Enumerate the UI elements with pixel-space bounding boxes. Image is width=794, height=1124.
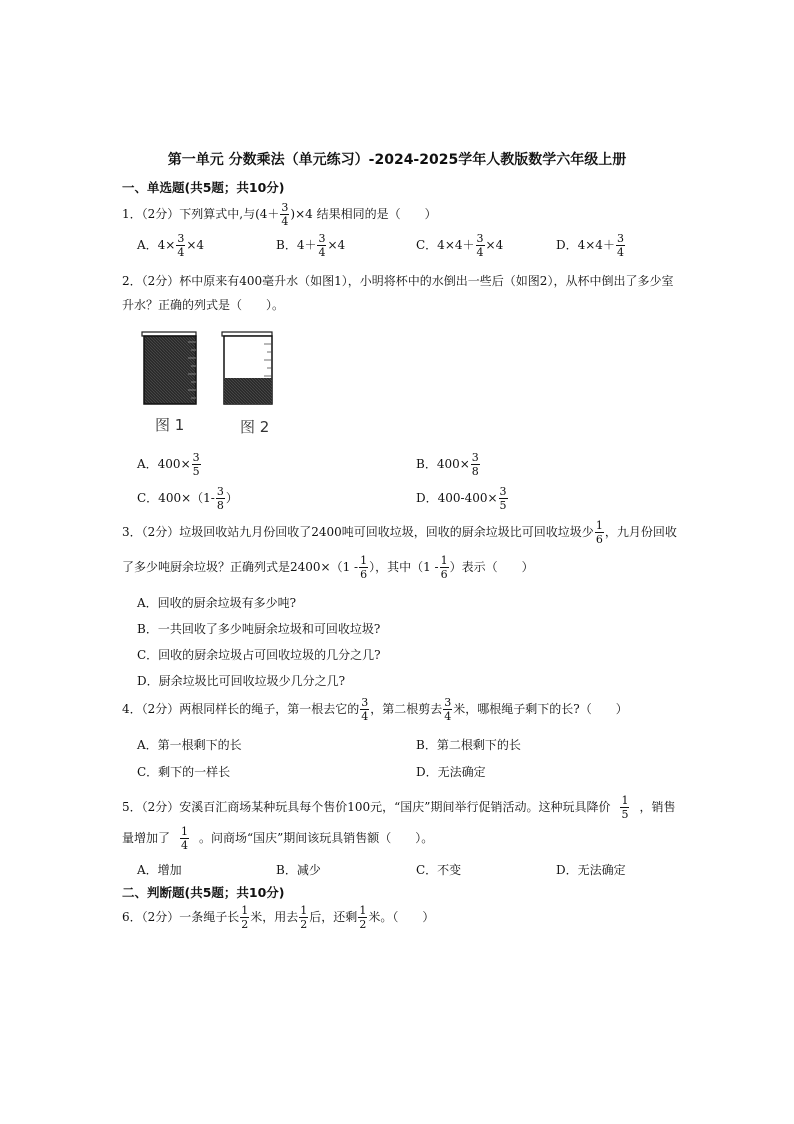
fraction	[499, 486, 508, 511]
numerator: 1	[440, 554, 448, 567]
fraction	[299, 905, 308, 930]
question-3-option-c[interactable]: C．回收的厨余垃圾占可回收垃圾的几分之几?	[137, 648, 381, 662]
question-3-option-b[interactable]: B．一共回收了多少吨厨余垃圾和可回收垃圾?	[137, 622, 381, 636]
denominator: 4	[476, 246, 484, 259]
question-4-option-b[interactable]: B．第二根剩下的长	[416, 738, 521, 752]
numerator: 3	[216, 485, 224, 498]
question-1-option-c[interactable]	[416, 233, 503, 258]
numerator: 1	[300, 904, 308, 917]
numerator: 3	[192, 451, 200, 464]
section-header-true-false: 二、判断题(共5题；共10分)	[122, 885, 285, 900]
fraction	[280, 202, 289, 227]
beaker-2	[222, 332, 272, 404]
fraction	[443, 697, 452, 722]
text: 6．（2分）一条绳子长	[122, 910, 240, 924]
text: ，九月份回收	[604, 525, 677, 539]
question-2-option-a[interactable]	[137, 452, 202, 477]
question-4-option-a[interactable]: A．第一根剩下的长	[137, 738, 242, 752]
denominator: 2	[300, 918, 308, 931]
fraction	[476, 233, 485, 258]
text: ×4	[186, 238, 205, 252]
fraction	[317, 233, 326, 258]
denominator: 5	[621, 808, 629, 821]
numerator: 1	[359, 904, 367, 917]
text: 米，用去	[250, 910, 299, 924]
text: ，销售	[639, 800, 676, 814]
question-1-option-a[interactable]	[137, 233, 204, 258]
denominator: 8	[471, 465, 479, 478]
question-2-option-c[interactable]	[137, 486, 238, 511]
denominator: 8	[216, 499, 224, 512]
text: 5．（2分）安溪百汇商场某种玩具每个售价100元，“国庆”期间举行促销活动。这种玩具降价	[122, 800, 611, 814]
text: B．400×	[416, 457, 470, 471]
denominator: 6	[360, 568, 368, 581]
denominator: 5	[499, 499, 507, 512]
question-5-option-b[interactable]: B．减少	[276, 863, 321, 877]
text: 后，还剩	[309, 910, 358, 924]
numerator: 3	[177, 232, 185, 245]
question-1-option-b[interactable]	[276, 233, 345, 258]
text: A．400×	[137, 457, 191, 471]
numerator: 1	[595, 519, 603, 532]
denominator: 4	[281, 215, 289, 228]
denominator: 4	[177, 246, 185, 259]
fraction	[192, 452, 201, 477]
text: B．4＋	[276, 238, 317, 252]
numerator: 1	[621, 794, 629, 807]
fraction	[620, 795, 629, 820]
question-5-option-c[interactable]: C．不变	[416, 863, 462, 877]
fraction	[176, 233, 185, 258]
question-2-option-b[interactable]	[416, 452, 481, 477]
numerator: 3	[476, 232, 484, 245]
text: ）	[225, 491, 238, 505]
denominator: 4	[318, 246, 326, 259]
text: 了多少吨厨余垃圾？正确列式是2400×（1 -	[122, 560, 359, 574]
figure-1-caption: 图 1	[155, 416, 185, 434]
question-3-option-a[interactable]: A．回收的厨余垃圾有多少吨?	[137, 596, 297, 610]
text: ×4	[327, 238, 346, 252]
beaker-1	[142, 332, 196, 404]
numerator: 1	[181, 825, 189, 838]
fraction	[440, 555, 449, 580]
question-4-stem	[122, 697, 628, 722]
numerator: 3	[444, 696, 452, 709]
question-5-option-d[interactable]: D．无法确定	[556, 863, 626, 877]
numerator: 3	[616, 232, 624, 245]
denominator: 4	[361, 710, 369, 723]
denominator: 2	[359, 918, 367, 931]
numerator: 3	[281, 201, 289, 214]
beaker-figures	[138, 328, 278, 408]
fraction	[359, 555, 368, 580]
numerator: 3	[318, 232, 326, 245]
fraction	[240, 905, 249, 930]
text: 米。（ ）	[368, 910, 435, 924]
fraction	[358, 905, 367, 930]
text: C．4×4＋	[416, 238, 475, 252]
fraction	[595, 520, 604, 545]
numerator: 1	[360, 554, 368, 567]
denominator: 4	[616, 246, 624, 259]
section-header-single-choice: 一、单选题(共5题；共10分)	[122, 180, 285, 195]
numerator: 3	[499, 485, 507, 498]
text: 1．（2分）下列算式中,与(4＋	[122, 207, 280, 221]
denominator: 6	[440, 568, 448, 581]
text: C．400×（1-	[137, 491, 215, 505]
text: ，第二根剪去	[370, 702, 443, 716]
question-2-stem-line1: 2．（2分）杯中原来有400毫升水（如图1），小明将杯中的水倒出一些后（如图2），从杯中倒出了多少室	[122, 274, 674, 288]
fraction	[471, 452, 480, 477]
fraction	[180, 826, 189, 851]
fraction	[616, 233, 625, 258]
numerator: 1	[241, 904, 249, 917]
question-3-option-d[interactable]: D．厨余垃圾比可回收垃圾少几分之几?	[137, 674, 346, 688]
text: 米，哪根绳子剩下的长?（ ）	[453, 702, 628, 716]
text: ），其中（1 -	[369, 560, 439, 574]
text: ）表示（ ）	[449, 560, 534, 574]
question-5-option-a[interactable]: A．增加	[137, 863, 182, 877]
question-5-stem-line2	[122, 826, 433, 851]
text: )×4 结果相同的是（ ）	[290, 207, 437, 221]
text: 4．（2分）两根同样长的绳子，第一根去它的	[122, 702, 360, 716]
figure-2-caption: 图 2	[240, 418, 270, 436]
denominator: 2	[241, 918, 249, 931]
question-2-stem-line2: 升水？正确的列式是（ ）。	[122, 298, 285, 312]
text: A．4×	[137, 238, 176, 252]
question-6-stem	[122, 905, 434, 930]
denominator: 4	[444, 710, 452, 723]
text: D．4×4＋	[556, 238, 615, 252]
text: 3．（2分）垃圾回收站九月份回收了2400吨可回收垃圾，回收的厨余垃圾比可回收垃圾少	[122, 525, 594, 539]
denominator: 5	[192, 465, 200, 478]
text: 量增加了	[122, 831, 171, 845]
question-3-stem-line1	[122, 520, 677, 545]
text: ×4	[485, 238, 504, 252]
question-1-option-d[interactable]	[556, 233, 626, 258]
question-5-stem-line1	[122, 795, 675, 820]
fraction	[360, 697, 369, 722]
text: 。问商场“国庆”期间该玩具销售额（ ）。	[199, 831, 434, 845]
denominator: 4	[181, 839, 189, 852]
numerator: 3	[361, 696, 369, 709]
question-3-stem-line2	[122, 555, 534, 580]
page-title: 第一单元 分数乘法（单元练习）-2024-2025学年人教版数学六年级上册	[167, 152, 627, 168]
numerator: 3	[471, 451, 479, 464]
question-4-option-d[interactable]: D．无法确定	[416, 765, 486, 779]
question-4-option-c[interactable]: C．剩下的一样长	[137, 765, 231, 779]
question-1-stem	[122, 202, 437, 227]
question-2-option-d[interactable]	[416, 486, 509, 511]
fraction	[216, 486, 225, 511]
text: D．400-400×	[416, 491, 498, 505]
denominator: 6	[595, 533, 603, 546]
